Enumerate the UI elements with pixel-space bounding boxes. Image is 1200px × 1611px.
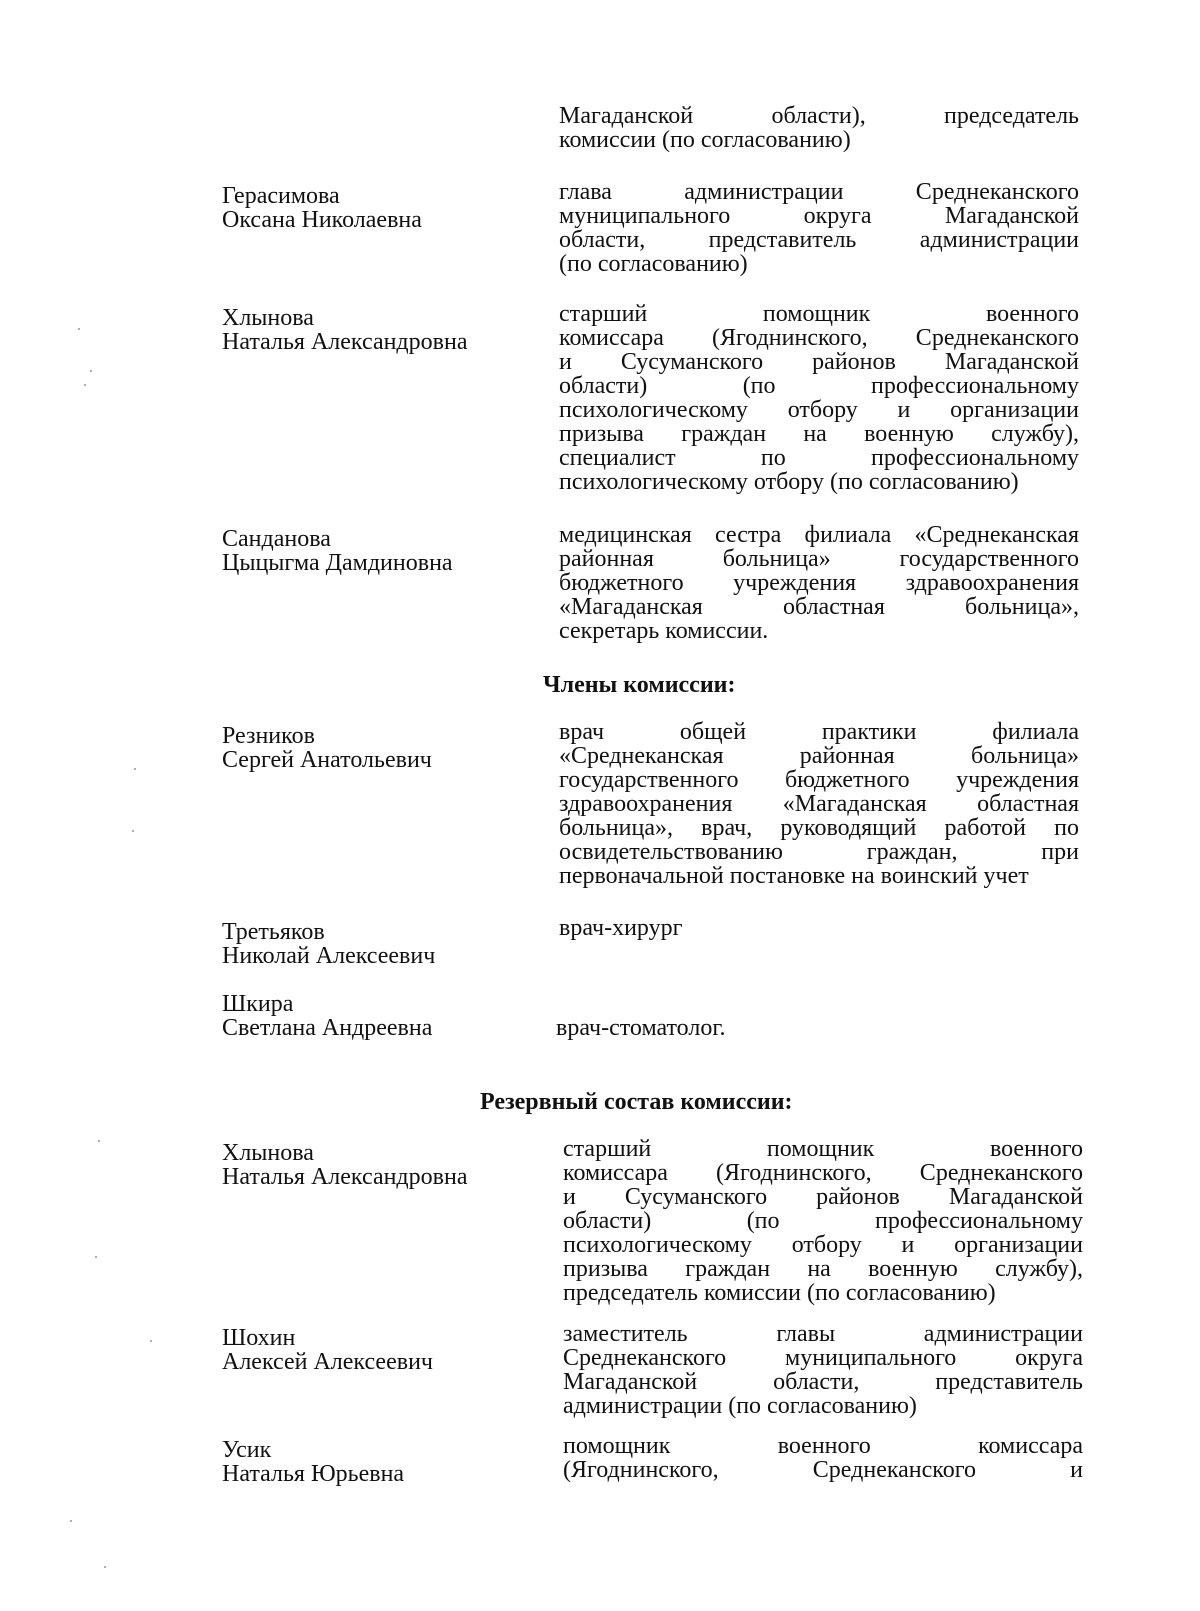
- description-line: Среднеканского муниципального округа: [563, 1345, 1083, 1371]
- description-line: муниципального округа Магаданской: [559, 203, 1079, 229]
- scan-speck: [150, 1340, 152, 1342]
- description-line: бюджетного учреждения здравоохранения: [559, 570, 1079, 596]
- person-name: [222, 527, 522, 575]
- description-line: психологическому отбору (по согласованию): [559, 469, 1019, 495]
- description-line: (Ягоднинского, Среднеканского и: [563, 1457, 1083, 1483]
- description-line: врач-хирург: [559, 915, 683, 941]
- given-names: Наталья Александровна: [222, 1164, 468, 1190]
- description-line: комиссара (Ягоднинского, Среднеканского: [559, 325, 1079, 351]
- person-description: [559, 916, 1079, 940]
- description-line: «Среднеканская районная больница»: [559, 743, 1079, 769]
- description-line: председатель комиссии (по согласованию): [563, 1280, 996, 1306]
- given-names: Николай Алексеевич: [222, 943, 436, 969]
- description-line: (по согласованию): [559, 251, 748, 277]
- description-line: первоначальной постановке на воинский учет: [559, 863, 1029, 889]
- description-line: области, представитель администрации: [559, 227, 1079, 253]
- person-description: [559, 302, 1079, 494]
- person-description: [559, 720, 1079, 888]
- description-line: медицинская сестра филиала «Среднеканская: [559, 522, 1079, 548]
- person-name: [222, 1438, 522, 1486]
- surname: Усик: [222, 1437, 272, 1463]
- person-name: [222, 184, 522, 232]
- description-line: старший помощник военного: [559, 301, 1079, 327]
- scan-speck: [104, 1566, 106, 1568]
- person-description: [559, 180, 1079, 276]
- description-line: освидетельствованию граждан, при: [559, 839, 1079, 865]
- person-description: [563, 1137, 1083, 1305]
- surname: Шкира: [222, 991, 294, 1017]
- person-name: [222, 992, 522, 1040]
- description-line: здравоохранения «Магаданская областная: [559, 791, 1079, 817]
- scan-speck: [95, 1256, 97, 1258]
- given-names: Сергей Анатольевич: [222, 747, 432, 773]
- description-line: комиссара (Ягоднинского, Среднеканского: [563, 1160, 1083, 1186]
- description-line: психологическому отбору и организации: [559, 397, 1079, 423]
- person-description: [563, 1322, 1083, 1418]
- description-line: глава администрации Среднеканского: [559, 179, 1079, 205]
- given-names: Наталья Юрьевна: [222, 1461, 405, 1487]
- description-line: районная больница» государственного: [559, 546, 1079, 572]
- description-line: администрации (по согласованию): [563, 1393, 917, 1419]
- description-line: специалист по профессиональному: [559, 445, 1079, 471]
- given-names: Наталья Александровна: [222, 329, 468, 355]
- person-description: [556, 1016, 1076, 1040]
- surname: Третьяков: [222, 919, 325, 945]
- description-line: призыва граждан на военную службу),: [563, 1256, 1083, 1282]
- person-description: [559, 523, 1079, 643]
- description-line: области) (по профессиональному: [563, 1208, 1083, 1234]
- surname: Герасимова: [222, 183, 340, 209]
- description-line: Магаданской области, представитель: [563, 1369, 1083, 1395]
- description-line: помощник военного комиссара: [563, 1433, 1083, 1459]
- description-line: врач-стоматолог.: [556, 1015, 726, 1041]
- scan-speck: [90, 370, 92, 372]
- surname: Резников: [222, 723, 315, 749]
- person-name: [222, 724, 522, 772]
- members-heading: Члены комиссии:: [543, 672, 736, 698]
- description-line: и Сусуманского районов Магаданской: [559, 349, 1079, 375]
- person-name: [222, 306, 522, 354]
- given-names: Оксана Николаевна: [222, 207, 422, 233]
- given-names: Цыцыгма Дамдиновна: [222, 550, 453, 576]
- description-line: старший помощник военного: [563, 1136, 1083, 1162]
- description-line: врач общей практики филиала: [559, 719, 1079, 745]
- scan-speck: [70, 1520, 72, 1522]
- top-fragment-description: [559, 104, 1079, 152]
- person-name: [222, 1326, 522, 1374]
- surname: Шохин: [222, 1325, 296, 1351]
- description-line: психологическому отбору и организации: [563, 1232, 1083, 1258]
- scan-speck: [132, 830, 134, 832]
- scan-speck: [134, 768, 136, 770]
- person-name: [222, 920, 522, 968]
- description-line: секретарь комиссии.: [559, 618, 769, 644]
- scan-speck: [84, 384, 86, 386]
- description-line: призыва граждан на военную службу),: [559, 421, 1079, 447]
- reserve-heading: Резервный состав комиссии:: [480, 1089, 793, 1115]
- description-line: Магаданской области), председатель: [559, 103, 1079, 129]
- person-name: [222, 1141, 522, 1189]
- surname: Санданова: [222, 526, 331, 552]
- description-line: государственного бюджетного учреждения: [559, 767, 1079, 793]
- description-line: области) (по профессиональному: [559, 373, 1079, 399]
- surname: Хлынова: [222, 1140, 314, 1166]
- scan-speck: [78, 328, 80, 330]
- description-line: комиссии (по согласованию): [559, 127, 851, 153]
- given-names: Светлана Андреевна: [222, 1015, 433, 1041]
- given-names: Алексей Алексеевич: [222, 1349, 433, 1375]
- description-line: и Сусуманского районов Магаданской: [563, 1184, 1083, 1210]
- surname: Хлынова: [222, 305, 314, 331]
- description-line: «Магаданская областная больница»,: [559, 594, 1079, 620]
- person-description: [563, 1434, 1083, 1482]
- description-line: заместитель главы администрации: [563, 1321, 1083, 1347]
- description-line: больница», врач, руководящий работой по: [559, 815, 1079, 841]
- scan-speck: [98, 1140, 100, 1142]
